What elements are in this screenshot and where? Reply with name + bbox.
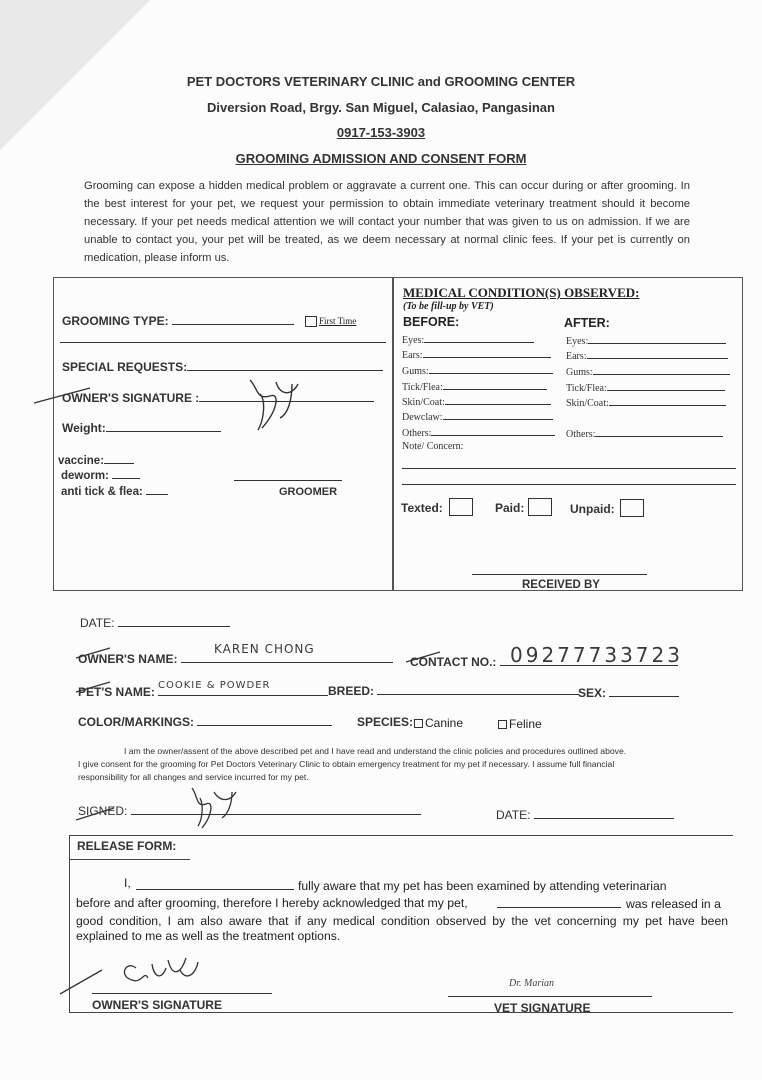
signed-signature-scribble bbox=[74, 780, 254, 830]
sex-field[interactable] bbox=[609, 684, 679, 697]
before-gums: Gums: bbox=[402, 364, 553, 377]
color-markings-field[interactable] bbox=[197, 713, 332, 726]
first-time-option[interactable]: First Time bbox=[305, 316, 356, 327]
consent-line-3: responsibility for all changes and service incurred for my pet. bbox=[78, 772, 309, 782]
after-tick-flea: Tick/Flea: bbox=[566, 381, 725, 394]
after-heading: AFTER: bbox=[564, 316, 610, 330]
strike-mark bbox=[404, 650, 444, 664]
pet-name-value: COOKIE & POWDER bbox=[158, 680, 271, 691]
after-skin-coat-field[interactable] bbox=[609, 396, 726, 406]
after-ears: Ears: bbox=[566, 349, 728, 362]
after-others-field[interactable] bbox=[595, 427, 723, 437]
release-title-underline bbox=[70, 859, 190, 860]
after-gums-field[interactable] bbox=[593, 365, 730, 375]
received-by-line[interactable] bbox=[472, 574, 647, 575]
consent-line-2: I give consent for the grooming for Pet Doctors Veterinary Clinic to obtain emergency treatment for my pet if necessary. I assume full financial bbox=[78, 759, 615, 769]
breed-label: BREED: bbox=[328, 682, 579, 698]
note-line-1[interactable] bbox=[402, 468, 736, 469]
vet-subtitle: (To be fill-up by VET) bbox=[403, 301, 494, 312]
before-dewclaw: Dewclaw: bbox=[402, 410, 553, 423]
canine-option[interactable]: Canine bbox=[414, 716, 463, 730]
release-i: I, bbox=[124, 876, 131, 890]
before-ears-field[interactable] bbox=[423, 348, 551, 358]
before-gums-field[interactable] bbox=[429, 364, 553, 374]
feline-option[interactable]: Feline bbox=[498, 717, 542, 731]
before-heading: BEFORE: bbox=[403, 315, 460, 329]
vet-name-handwritten: Dr. Marian bbox=[509, 978, 555, 989]
first-time-checkbox[interactable] bbox=[305, 316, 317, 327]
owner-name-value: KAREN CHONG bbox=[214, 642, 315, 656]
vet-signature-label: VET SIGNATURE bbox=[494, 1001, 591, 1015]
owner-signature-line[interactable] bbox=[92, 993, 272, 994]
unpaid-checkbox[interactable] bbox=[620, 499, 644, 517]
owner-name-label: OWNER'S NAME: bbox=[78, 648, 393, 666]
before-others: Others: bbox=[402, 426, 555, 439]
before-tick-flea-field[interactable] bbox=[443, 380, 547, 390]
after-others: Others: bbox=[566, 427, 723, 440]
box-divider bbox=[392, 278, 394, 590]
release-owner-signature-label: OWNER'S SIGNATURE bbox=[92, 998, 222, 1012]
note-line-2[interactable] bbox=[402, 484, 736, 485]
special-requests-label: SPECIAL REQUESTS: bbox=[62, 358, 383, 374]
before-skin-coat: Skin/Coat: bbox=[402, 395, 551, 408]
after-eyes-field[interactable] bbox=[588, 334, 726, 344]
vaccine-field[interactable] bbox=[104, 451, 134, 464]
strike-mark bbox=[74, 680, 114, 694]
unpaid-label: Unpaid: bbox=[570, 502, 615, 516]
paid-label: Paid: bbox=[495, 501, 525, 515]
before-eyes: Eyes: bbox=[402, 333, 534, 346]
date-field[interactable] bbox=[118, 614, 230, 627]
note-concern-label: Note/ Concern: bbox=[402, 441, 464, 452]
consent-line-1: I am the owner/assent of the above described pet and I have read and understand the clinic policies and procedures outlined above. bbox=[124, 746, 627, 756]
owners-signature-label: OWNER'S SIGNATURE : bbox=[62, 389, 374, 405]
release-text-2: before and after grooming, therefore I hereby acknowledged that my pet, bbox=[76, 896, 468, 910]
pet-name-label: PET'S NAME: bbox=[78, 682, 328, 699]
release-name-field[interactable] bbox=[136, 889, 294, 890]
release-title: RELEASE FORM: bbox=[77, 839, 177, 853]
intro-paragraph: Grooming can expose a hidden medical problem or aggravate a current one. This can occur during or after grooming. In the best interest for your pet, we request your permission to obtain immediate veterinary treatment should it become necessary. If your pet needs medical attention we will contact your number that was given to us on admission. If we are unable to contact you, your pet will be treated, as we deem necessary at normal clinic fees. If your pet is currently on medication, please inform us. bbox=[84, 180, 690, 264]
consent-date-label: DATE: bbox=[496, 806, 674, 822]
release-text-1: fully aware that my pet has been examined by attending veterinarian bbox=[298, 879, 667, 893]
before-eyes-field[interactable] bbox=[424, 333, 534, 343]
after-eyes: Eyes: bbox=[566, 334, 726, 347]
clinic-address: Diversion Road, Brgy. San Miguel, Calasiao, Pangasinan bbox=[207, 100, 555, 115]
contact-label: CONTACT NO.: bbox=[410, 651, 678, 669]
feline-checkbox[interactable] bbox=[498, 720, 507, 729]
deworm-field[interactable] bbox=[112, 466, 140, 479]
strike-mark bbox=[74, 646, 114, 660]
after-skin-coat: Skin/Coat: bbox=[566, 396, 726, 409]
weight-field[interactable] bbox=[106, 419, 221, 432]
release-top-border bbox=[70, 835, 733, 836]
release-pet-field[interactable] bbox=[497, 907, 621, 908]
after-ears-field[interactable] bbox=[587, 349, 728, 359]
signed-label: SIGNED: bbox=[78, 802, 421, 818]
grooming-type-label: GROOMING TYPE: bbox=[62, 312, 294, 328]
divider-line bbox=[60, 342, 386, 343]
groomer-label: GROOMER bbox=[279, 486, 338, 498]
anti-tick-field[interactable] bbox=[146, 482, 168, 495]
release-text-3: was released in a bbox=[626, 897, 721, 911]
vaccine-label: vaccine: bbox=[58, 451, 134, 467]
before-skin-coat-field[interactable] bbox=[445, 395, 551, 405]
texted-checkbox[interactable] bbox=[449, 498, 473, 516]
release-text-4: good condition, I am also aware that if any medical condition observed by the vet concerning my pet have been explained to me as well as the treatment options. bbox=[76, 914, 728, 943]
after-tick-flea-field[interactable] bbox=[607, 381, 725, 391]
received-by-label: RECEIVED BY bbox=[522, 579, 600, 591]
texted-label: Texted: bbox=[401, 501, 443, 515]
contact-value: 09277733723 bbox=[510, 643, 683, 667]
breed-field[interactable] bbox=[377, 682, 579, 695]
release-bottom-border bbox=[70, 1012, 733, 1013]
canine-checkbox[interactable] bbox=[414, 719, 423, 728]
clinic-phone: 0917-153-3903 bbox=[336, 125, 426, 140]
before-others-field[interactable] bbox=[431, 426, 555, 436]
species-label: SPECIES: bbox=[357, 715, 414, 729]
weight-label: Weight: bbox=[62, 419, 221, 435]
after-gums: Gums: bbox=[566, 365, 730, 378]
consent-date-field[interactable] bbox=[534, 806, 674, 819]
clinic-name: PET DOCTORS VETERINARY CLINIC and GROOMING CENTER bbox=[186, 74, 576, 89]
date-label: DATE: bbox=[80, 614, 230, 630]
groomer-signature-line[interactable] bbox=[234, 480, 342, 481]
before-tick-flea: Tick/Flea: bbox=[402, 380, 547, 393]
medical-condition-title: MEDICAL CONDITION(S) OBSERVED: bbox=[403, 285, 640, 300]
deworm-label: deworm: bbox=[61, 466, 140, 482]
sex-label: SEX: bbox=[578, 684, 679, 700]
anti-tick-label: anti tick & flea: bbox=[61, 482, 168, 498]
color-markings-label: COLOR/MARKINGS: bbox=[78, 713, 332, 729]
paid-checkbox[interactable] bbox=[528, 498, 552, 516]
form-title: GROOMING ADMISSION AND CONSENT FORM bbox=[235, 151, 527, 166]
grooming-type-field[interactable] bbox=[172, 312, 294, 325]
before-ears: Ears: bbox=[402, 348, 551, 361]
vet-signature-line[interactable] bbox=[448, 996, 652, 997]
before-dewclaw-field[interactable] bbox=[443, 410, 553, 420]
